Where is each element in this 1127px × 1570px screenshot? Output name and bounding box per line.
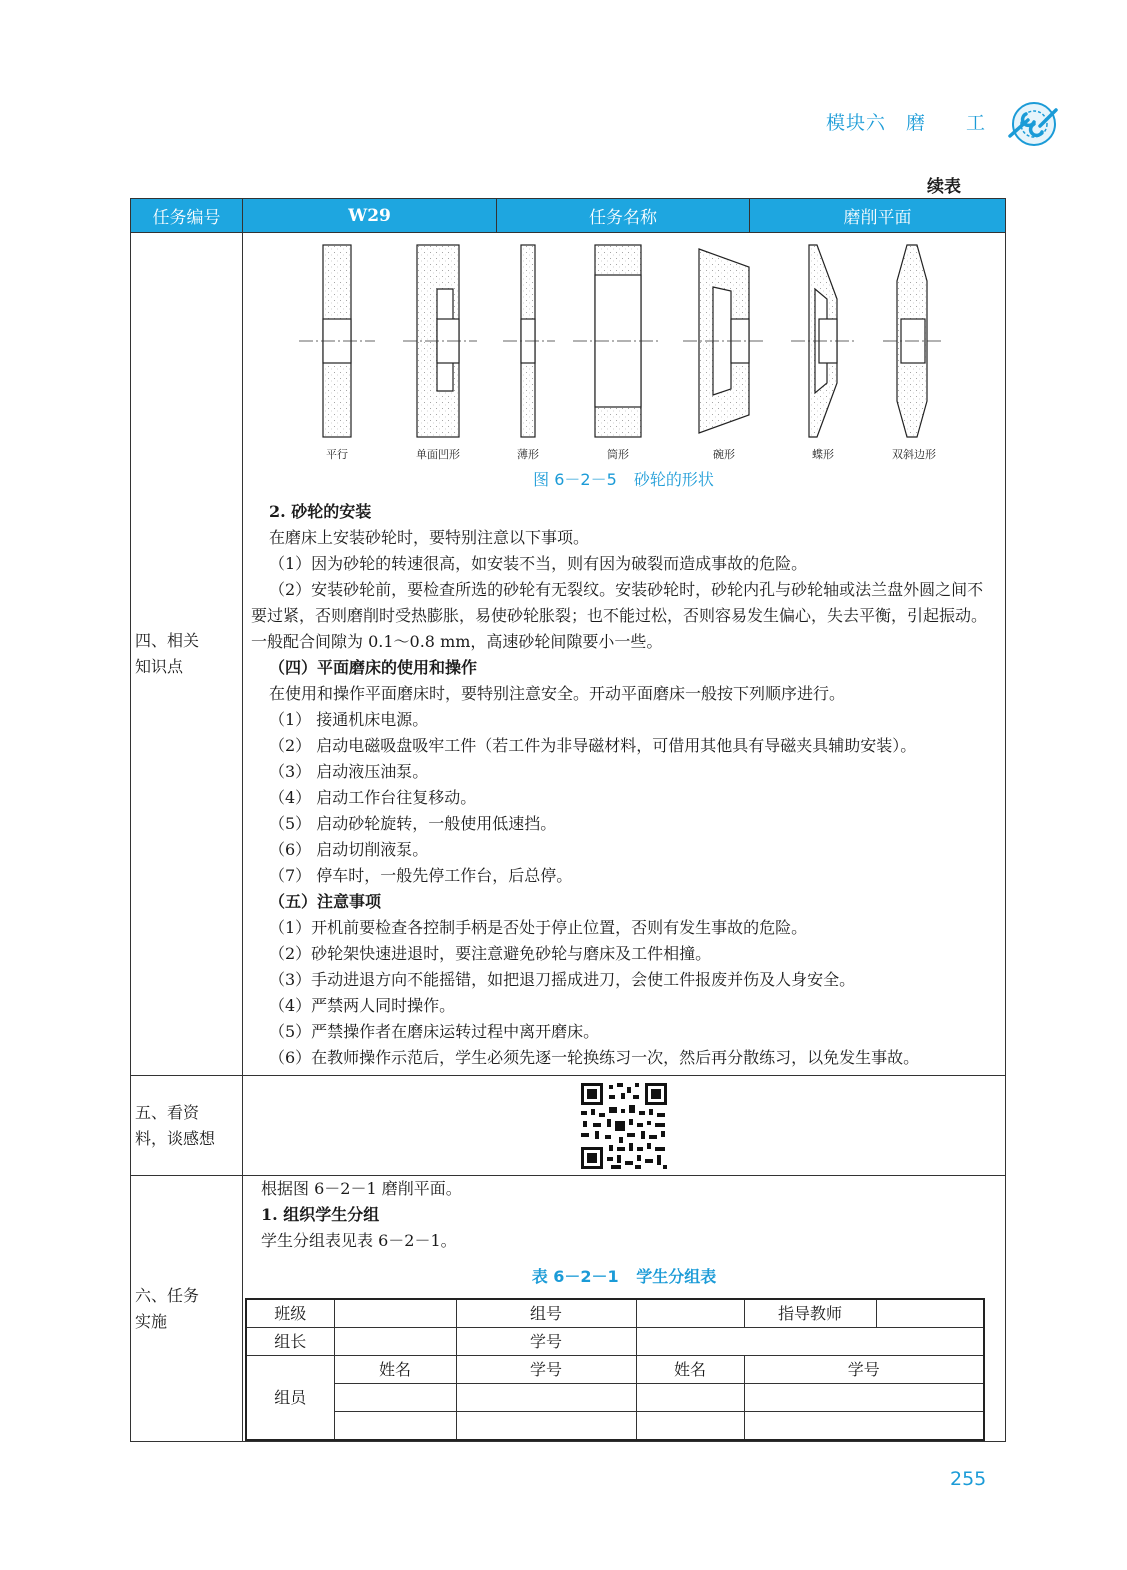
section-label-knowledge — [131, 233, 243, 1076]
wrench-gear-icon — [1002, 100, 1062, 148]
task-no-label: 任务编号 — [131, 199, 243, 233]
notes-item: （5）严禁操作者在磨床运转过程中离开磨床。 — [269, 1022, 600, 1041]
table-caption — [243, 1264, 1005, 1290]
figure-caption — [243, 467, 1004, 490]
module-title: 模块六 磨 工 — [826, 112, 987, 134]
table-number: 表 6－2－1 — [531, 1267, 619, 1286]
notes-item: （4）严禁两人同时操作。 — [269, 996, 456, 1015]
implementation-content — [243, 1176, 1006, 1442]
teacher-value[interactable] — [876, 1299, 984, 1328]
shape-label: 筒形 — [607, 448, 629, 461]
task-table — [130, 198, 1006, 1442]
operation-intro: 在使用和操作平面磨床时，要特别注意安全。开动平面磨床一般按下列顺序进行。 — [269, 684, 846, 703]
label-line: 六、任务 — [135, 1285, 200, 1305]
group-row-class — [246, 1299, 984, 1328]
member-no-cell[interactable] — [456, 1412, 636, 1441]
task-name-label: 任务名称 — [497, 199, 750, 233]
group-intro: 学生分组表见表 6－2－1。 — [261, 1231, 457, 1250]
group-no-value[interactable] — [636, 1299, 744, 1328]
operation-item: （2） 启动电磁吸盘吸牢工件（若工件为非导磁材料，可借用其他具有导磁夹具辅助安装）。 — [269, 736, 917, 755]
figure-title: 砂轮的形状 — [633, 470, 714, 489]
install-intro: 在磨床上安装砂轮时，要特别注意以下事项。 — [269, 528, 590, 547]
member-name-cell[interactable] — [334, 1412, 456, 1441]
page-number: 255 — [950, 1468, 987, 1490]
operation-item: （4） 启动工作台往复移动。 — [269, 788, 477, 807]
knowledge-text — [243, 495, 1005, 1075]
leader-no-value[interactable] — [636, 1328, 984, 1356]
teacher-label: 指导教师 — [744, 1299, 876, 1328]
notes-item: （3）手动进退方向不能摇错，如把退刀摇成进刀，会使工件报废并伤及人身安全。 — [269, 970, 856, 989]
notes-item: （6）在教师操作示范后，学生必须先逐一轮换练习一次，然后再分散练习，以免发生事故。 — [269, 1048, 920, 1067]
section-label-implementation — [131, 1176, 243, 1442]
shape-label: 蝶形 — [812, 448, 834, 461]
operation-item: （3） 启动液压油泵。 — [269, 762, 429, 781]
shape-label: 平行 — [326, 448, 348, 461]
group-heading: 1. 组织学生分组 — [261, 1205, 380, 1224]
task-name-value: 磨削平面 — [750, 199, 1006, 233]
name-header: 姓名 — [636, 1356, 744, 1384]
shape-label: 碗形 — [713, 448, 735, 461]
label-line: 五、看资 — [135, 1102, 200, 1122]
continued-label: 续表 — [927, 177, 961, 197]
label-line: 四、相关 — [135, 631, 200, 650]
label-line: 料，谈感想 — [135, 1128, 216, 1148]
operation-item: （1） 接通机床电源。 — [269, 710, 429, 729]
qr-code-icon[interactable] — [579, 1081, 669, 1171]
install-item: （2）安装砂轮前，要检查所选的砂轮有无裂纹。安装砂轮时，砂轮内孔与砂轮轴或法兰盘外圆之间不要过紧，否则磨削时受热膨胀，易使砂轮胀裂；也不能过松，否则容易发生偏心，失去平衡，引起振动。一般配合间隙为 0.1～0.8 mm，高速砂轮间隙要小一些。 — [251, 580, 988, 651]
install-heading: 2. 砂轮的安装 — [269, 502, 372, 521]
member-no-cell[interactable] — [456, 1384, 636, 1412]
knowledge-content — [243, 233, 1006, 1076]
group-row-member — [246, 1384, 984, 1412]
operation-item: （5） 启动砂轮旋转，一般使用低速挡。 — [269, 814, 557, 833]
member-name-cell[interactable] — [334, 1384, 456, 1412]
member-no-cell[interactable] — [744, 1384, 984, 1412]
leader-no-label: 学号 — [456, 1328, 636, 1356]
group-row-members-header — [246, 1356, 984, 1384]
student-no-header: 学号 — [456, 1356, 636, 1384]
task-no-value: W29 — [243, 199, 497, 233]
group-no-label: 组号 — [456, 1299, 636, 1328]
shape-label: 薄形 — [517, 448, 539, 461]
page-header — [826, 100, 1066, 150]
qr-cell — [243, 1076, 1006, 1176]
section-implementation — [131, 1176, 1006, 1442]
operation-item: （6） 启动切削液泵。 — [269, 840, 429, 859]
operation-item: （7） 停车时，一般先停工作台，后总停。 — [269, 866, 573, 885]
notes-item: （2）砂轮架快速进退时，要注意避免砂轮与磨床及工件相撞。 — [269, 944, 712, 963]
shape-label: 单面凹形 — [416, 448, 460, 461]
class-label: 班级 — [246, 1299, 334, 1328]
member-name-cell[interactable] — [636, 1384, 744, 1412]
section-knowledge — [131, 233, 1006, 1076]
group-row-leader — [246, 1328, 984, 1356]
implementation-intro: 根据图 6－2－1 磨削平面。 — [261, 1179, 462, 1198]
leader-value[interactable] — [334, 1328, 456, 1356]
label-line: 知识点 — [135, 657, 184, 676]
section-materials — [131, 1076, 1006, 1176]
student-group-table — [245, 1298, 985, 1441]
operation-heading: （四）平面磨床的使用和操作 — [269, 658, 478, 677]
wheel-shapes-drawing — [243, 233, 1004, 495]
members-label: 组员 — [246, 1356, 334, 1441]
leader-label: 组长 — [246, 1328, 334, 1356]
group-row-member — [246, 1412, 984, 1441]
student-no-header: 学号 — [744, 1356, 984, 1384]
install-item: （1）因为砂轮的转速很高，如安装不当，则有因为破裂而造成事故的危险。 — [269, 554, 808, 573]
section-label-materials — [131, 1076, 243, 1176]
class-value[interactable] — [334, 1299, 456, 1328]
member-no-cell[interactable] — [744, 1412, 984, 1441]
label-line: 实施 — [135, 1311, 168, 1331]
name-header: 姓名 — [334, 1356, 456, 1384]
notes-item: （1）开机前要检查各控制手柄是否处于停止位置，否则有发生事故的危险。 — [269, 918, 808, 937]
task-header-row — [131, 199, 1006, 233]
figure-number: 图 6－2－5 — [533, 470, 617, 489]
wheel-shapes-figure — [243, 233, 1005, 495]
notes-heading: （五）注意事项 — [269, 892, 382, 911]
member-name-cell[interactable] — [636, 1412, 744, 1441]
table-title: 学生分组表 — [636, 1267, 717, 1286]
shape-label: 双斜边形 — [892, 448, 936, 461]
